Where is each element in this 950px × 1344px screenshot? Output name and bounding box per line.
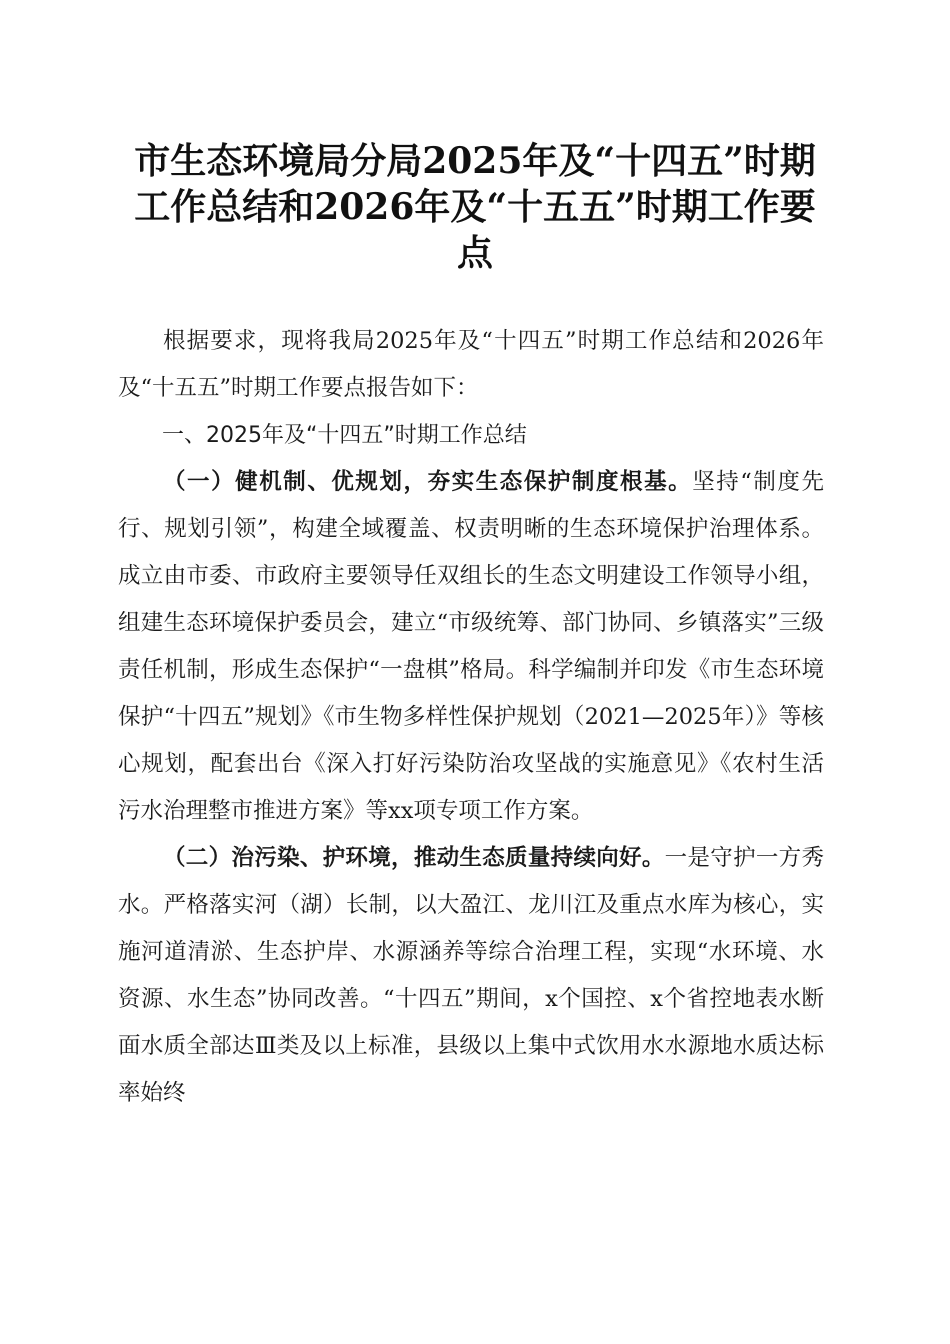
document-title [110,138,840,276]
title-line-2: 工作总结和2026年及“十五五”时期工作要 [134,186,816,228]
document-body [118,318,824,1117]
subsection-1-body: 坚持“制度先行、规划引领”，构建全域覆盖、权责明晰的生态环境保护治理体系。成立由市委、市政府主要领导任双组长的生态文明建设工作领导小组，组建生态环境保护委员会，建立“市级统筹、部门协同、乡镇落实”三级责任机制，形成生态保护“一盘棋”格局。科学编制并印发《市生态环境保护“十四五”规划》《市生物多样性保护规划（2021—2025年）》等核心规划，配套出台《深入打好污染防治攻坚战的实施意见》《农村生活污水治理整市推进方案》等xx项专项工作方案。 [118,469,824,824]
subsection-1-paragraph [118,459,824,835]
intro-paragraph: 根据要求，现将我局2025年及“十四五”时期工作总结和2026年及“十五五”时期工作要点报告如下： [118,328,824,401]
title-line-3: 点 [456,232,493,274]
subsection-2-body: 一是守护一方秀水。严格落实河（湖）长制，以大盈江、龙川江及重点水库为核心，实施河道清淤、生态护岸、水源涵养等综合治理工程，实现“水环境、水资源、水生态”协同改善。“十四五”期间，x个国控、x个省控地表水断面水质全部达Ⅲ类及以上标准，县级以上集中式饮用水水源地水质达标率始终 [118,845,824,1106]
subsection-1-heading: （一）健机制、优规划，夯实生态保护制度根基。 [163,469,693,495]
subsection-2-paragraph [118,835,824,1117]
section-heading-1: 一、2025年及“十四五”时期工作总结 [162,423,527,448]
subsection-2-heading: （二）治污染、护环境，推动生态质量持续向好。 [163,845,665,871]
title-line-1: 市生态环境局分局2025年及“十四五”时期 [134,140,816,182]
